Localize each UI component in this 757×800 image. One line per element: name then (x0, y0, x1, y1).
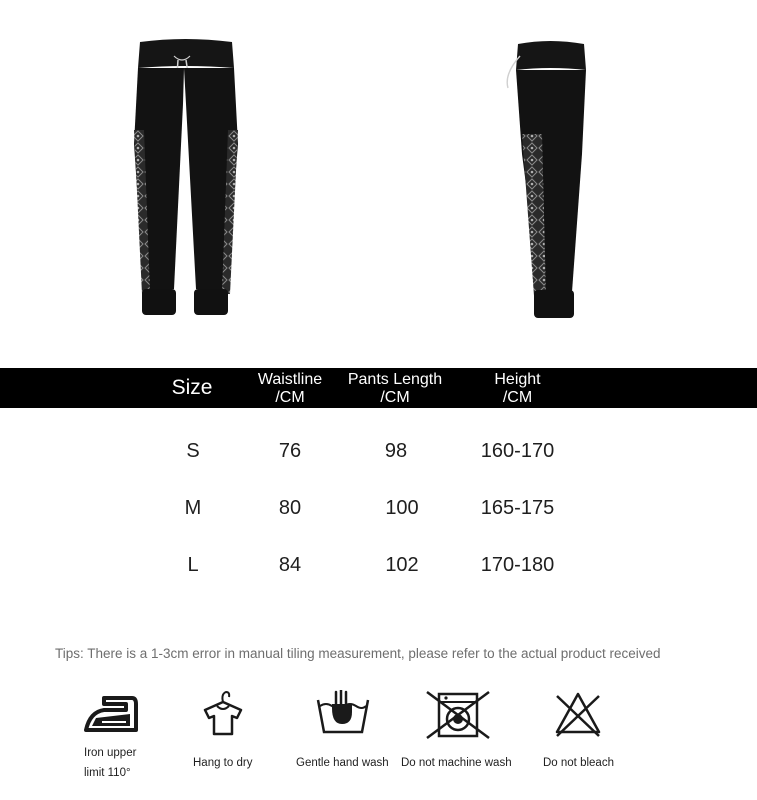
waistline-cell: 76 (278, 440, 302, 462)
waistline-cell: 80 (278, 497, 302, 519)
size-cell: S (186, 440, 200, 462)
care-label-hand-wash: Gentle hand wash (296, 757, 389, 769)
product-photos (0, 0, 757, 360)
care-label-iron: Iron upper limit 110° (84, 747, 137, 779)
iron-icon (82, 692, 140, 736)
pants-length-cell: 98 (384, 440, 408, 462)
care-label-no-machine-wash: Do not machine wash (401, 757, 512, 769)
table-row (0, 550, 757, 580)
care-label-no-bleach: Do not bleach (543, 757, 614, 769)
hand-wash-icon (314, 690, 372, 738)
size-table-header (0, 368, 757, 408)
header-height: Height /CM (494, 371, 541, 406)
size-cell: L (187, 554, 199, 576)
header-waistline: Waistline /CM (257, 371, 323, 406)
header-pants-length: Pants Length /CM (347, 371, 443, 406)
pants-length-cell: 100 (385, 497, 419, 519)
hang-to-dry-icon (200, 688, 246, 738)
no-bleach-icon (553, 690, 603, 738)
no-machine-wash-icon (425, 690, 491, 740)
pants-front-view (120, 34, 250, 324)
height-cell: 170-180 (480, 554, 555, 576)
height-cell: 160-170 (480, 440, 555, 462)
care-label-hang-to-dry: Hang to dry (193, 757, 253, 769)
pants-length-cell: 102 (385, 554, 419, 576)
size-cell: M (184, 497, 202, 519)
tips-note: Tips: There is a 1-3cm error in manual tiling measurement, please refer to the actual product received (55, 646, 661, 661)
table-row (0, 436, 757, 466)
table-row (0, 493, 757, 523)
pants-side-view (490, 34, 600, 324)
header-size: Size (171, 376, 213, 399)
height-cell: 165-175 (480, 497, 555, 519)
waistline-cell: 84 (278, 554, 302, 576)
